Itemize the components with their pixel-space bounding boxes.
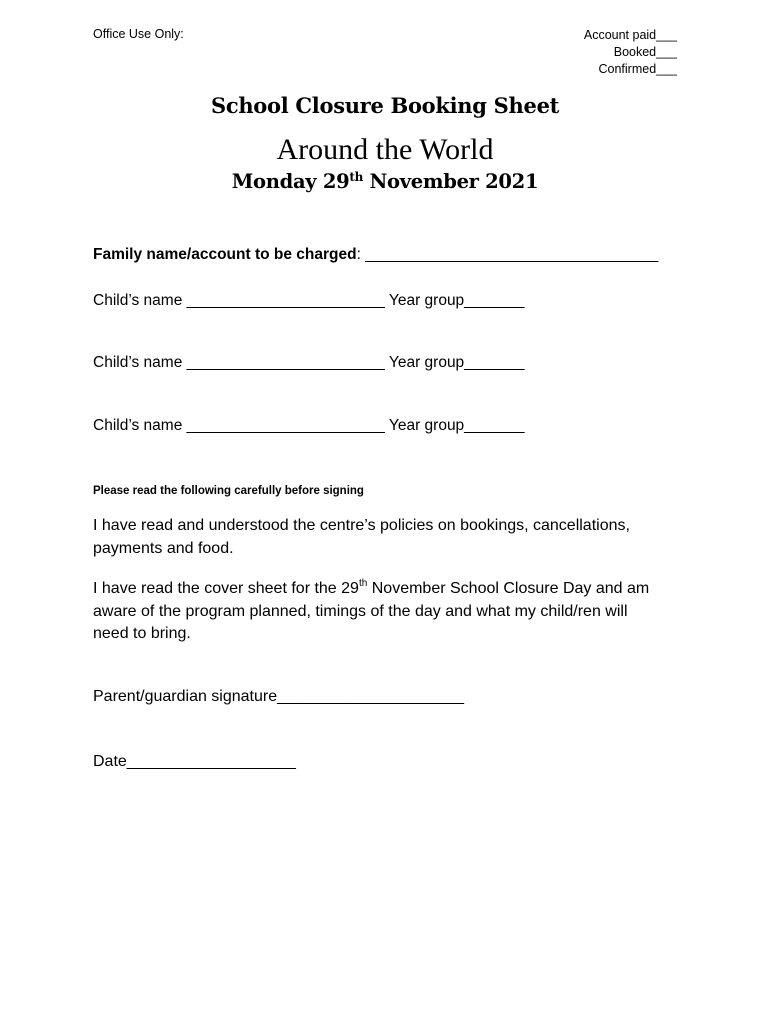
policy-declaration — [93, 515, 673, 560]
account-paid-field: Account paid___ — [583, 28, 677, 42]
event-date — [0, 170, 770, 193]
event-date-prefix: Monday 29 — [231, 170, 350, 193]
booked-field: Booked___ — [613, 44, 677, 59]
confirmed-field: Confirmed___ — [598, 61, 677, 76]
signing-notice: Please read the following carefully before signing — [93, 485, 364, 497]
policy-declaration-line-1: I have read and understood the centre’s policies on bookings, cancellations, — [93, 517, 630, 534]
family-name-field — [93, 246, 658, 264]
cover-sheet-line-1-start: I have read the cover sheet for the 29 — [93, 580, 359, 597]
event-date-ordinal: th — [349, 170, 364, 184]
cover-sheet-declaration-line-2: aware of the program planned, timings of the day and what my child/ren will — [93, 602, 628, 620]
cover-sheet-declaration-line-1 — [93, 578, 673, 601]
child-row-1: Child’s name _______________________ Year group_______ — [93, 292, 525, 309]
page-title: School Closure Booking Sheet — [210, 93, 560, 118]
event-title: Around the World — [276, 133, 494, 166]
child-row-3: Child’s name _______________________ Year group_______ — [93, 417, 525, 434]
cover-sheet-line-1-end: November School Closure Day and am — [367, 580, 650, 597]
family-name-label: Family name/account to be charged — [93, 246, 357, 263]
signature-field: Parent/guardian signature_____________________ — [93, 688, 464, 705]
event-date-rest: November 2021 — [363, 170, 539, 193]
date-field: Date___________________ — [93, 753, 296, 770]
child-row-2: Child’s name _______________________ Year group_______ — [93, 354, 525, 371]
cover-sheet-declaration-line-3: need to bring. — [93, 625, 191, 642]
policy-declaration-line-2: payments and food. — [93, 539, 234, 557]
cover-sheet-declaration — [93, 578, 673, 646]
office-use-label: Office Use Only: — [93, 27, 184, 41]
family-name-blank: : __________________________________ — [356, 246, 659, 263]
cover-sheet-ordinal: th — [358, 578, 368, 589]
office-status-block — [584, 27, 677, 77]
